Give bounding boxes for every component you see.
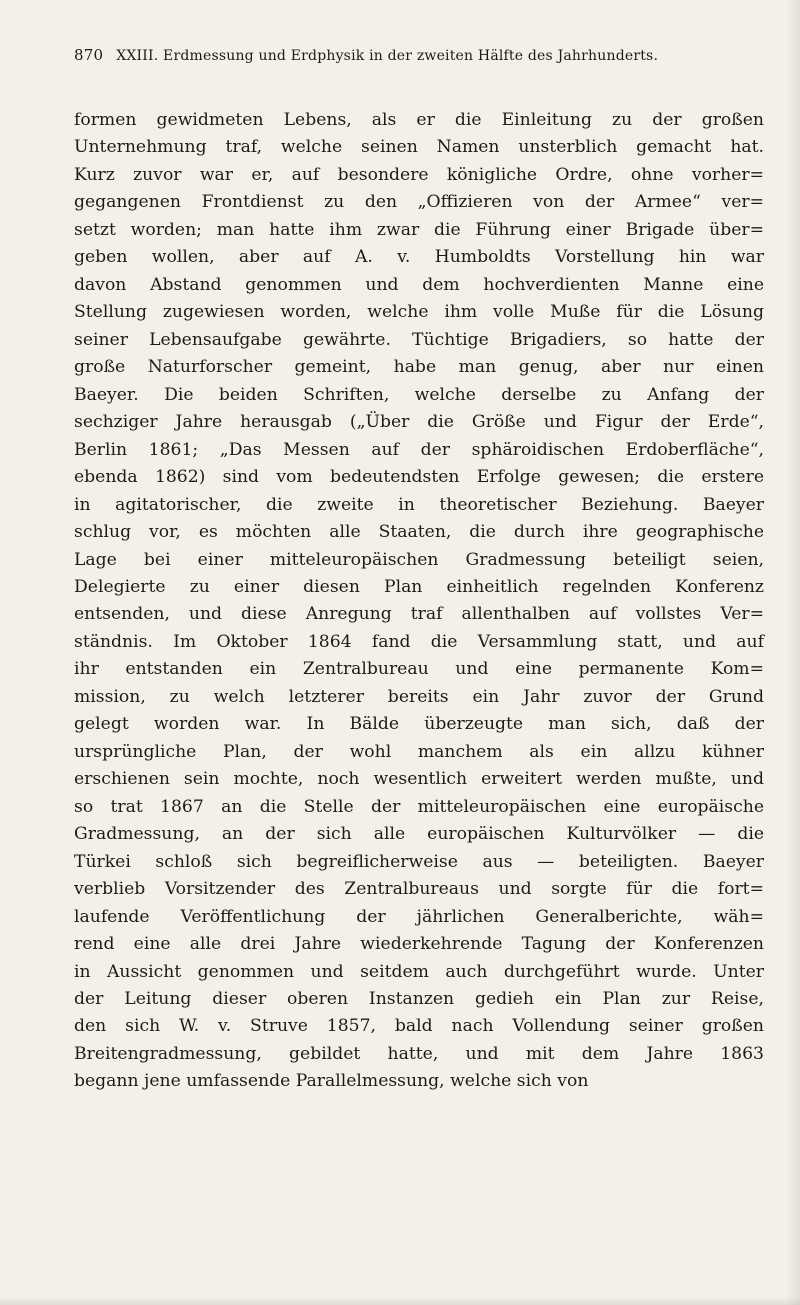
text-line: der Leitung dieser oberen Instanzen gedieh ein Plan zur Reise, (74, 989, 764, 1009)
text-line: Gradmessung, an der sich alle europäischen Kulturvölker — die (74, 824, 764, 845)
running-title: XXIII. Erdmessung und Erdphysik in der zweiten Hälfte des Jahrhunderts. (116, 48, 659, 64)
text-line: Breitengradmessung, gebildet hatte, und mit dem Jahre 1863 (74, 1043, 764, 1064)
text-line: verblieb Vorsitzender des Zentralbureaus und sorgte für die fort= (74, 879, 764, 900)
text-line: sechziger Jahre herausgab („Über die Größe und Figur der Erde“, (74, 412, 764, 433)
text-line: rend eine alle drei Jahre wiederkehrende Tagung der Konferenzen (74, 934, 764, 955)
text-line: Türkei schloß sich begreiflicherweise aus — beteiligten. Baeyer (74, 851, 764, 872)
text-line: Stellung zugewiesen worden, welche ihm volle Muße für die Lösung (74, 302, 764, 323)
text-line: in agitatorischer, die zweite in theoretischer Beziehung. Baeyer (74, 494, 764, 515)
text-line: entsenden, und diese Anregung traf allenthalben auf vollstes Ver= (74, 604, 764, 625)
body-text (74, 107, 764, 1096)
text-line: ihr entstanden ein Zentralbureau und eine permanente Kom= (74, 659, 764, 680)
text-line: ständnis. Im Oktober 1864 fand die Versammlung statt, und auf (74, 631, 764, 652)
text-line: mission, zu welch letzterer bereits ein Jahr zuvor der Grund (74, 686, 764, 707)
text-line: setzt worden; man hatte ihm zwar die Führung einer Brigade über= (74, 219, 764, 240)
text-line: davon Abstand genommen und dem hochverdienten Manne eine (74, 274, 764, 295)
page-header (74, 46, 764, 64)
text-line: Unternehmung traf, welche seinen Namen unsterblich gemacht hat. (74, 137, 764, 158)
text-line: begann jene umfassende Parallelmessung, welche sich von (74, 1071, 589, 1092)
text-line: ebenda 1862) sind vom bedeutendsten Erfolge gewesen; die erstere (74, 467, 764, 488)
page-edge-shadow (786, 0, 800, 1305)
text-line: so trat 1867 an die Stelle der mitteleuropäischen eine europäische (74, 796, 764, 817)
page-bottom-shadow (0, 1297, 800, 1305)
text-line: geben wollen, aber auf A. v. Humboldts Vorstellung hin war (74, 247, 764, 268)
text-line: Delegierte zu einer diesen Plan einheitlich regelnden Konferenz (74, 576, 764, 597)
text-line: große Naturforscher gemeint, habe man genug, aber nur einen (74, 357, 764, 378)
text-line: ursprüngliche Plan, der wohl manchem als ein allzu kühner (74, 741, 764, 762)
text-line: in Aussicht genommen und seitdem auch durchgeführt wurde. Unter (74, 961, 764, 982)
text-line: laufende Veröffentlichung der jährlichen Generalberichte, wäh= (74, 906, 764, 927)
text-line: gegangenen Frontdienst zu den „Offizieren von der Armee“ ver= (74, 192, 764, 213)
text-line: Lage bei einer mitteleuropäischen Gradmessung beteiligt seien, (74, 549, 764, 570)
page-number: 870 (74, 46, 104, 64)
text-line: den sich W. v. Struve 1857, bald nach Vollendung seiner großen (74, 1016, 764, 1037)
text-line: formen gewidmeten Lebens, als er die Einleitung zu der großen (74, 110, 764, 130)
text-line: seiner Lebensaufgabe gewährte. Tüchtige Brigadiers, so hatte der (74, 329, 764, 350)
text-line: gelegt worden war. In Bälde überzeugte man sich, daß der (74, 714, 764, 735)
text-line: Kurz zuvor war er, auf besondere königliche Ordre, ohne vorher= (74, 164, 764, 185)
text-line: erschienen sein mochte, noch wesentlich erweitert werden mußte, und (74, 769, 764, 790)
text-line: Berlin 1861; „Das Messen auf der sphäroidischen Erdoberfläche“, (74, 439, 764, 460)
text-line: Baeyer. Die beiden Schriften, welche derselbe zu Anfang der (74, 384, 764, 405)
text-line: schlug vor, es möchten alle Staaten, die durch ihre geographische (74, 522, 764, 543)
